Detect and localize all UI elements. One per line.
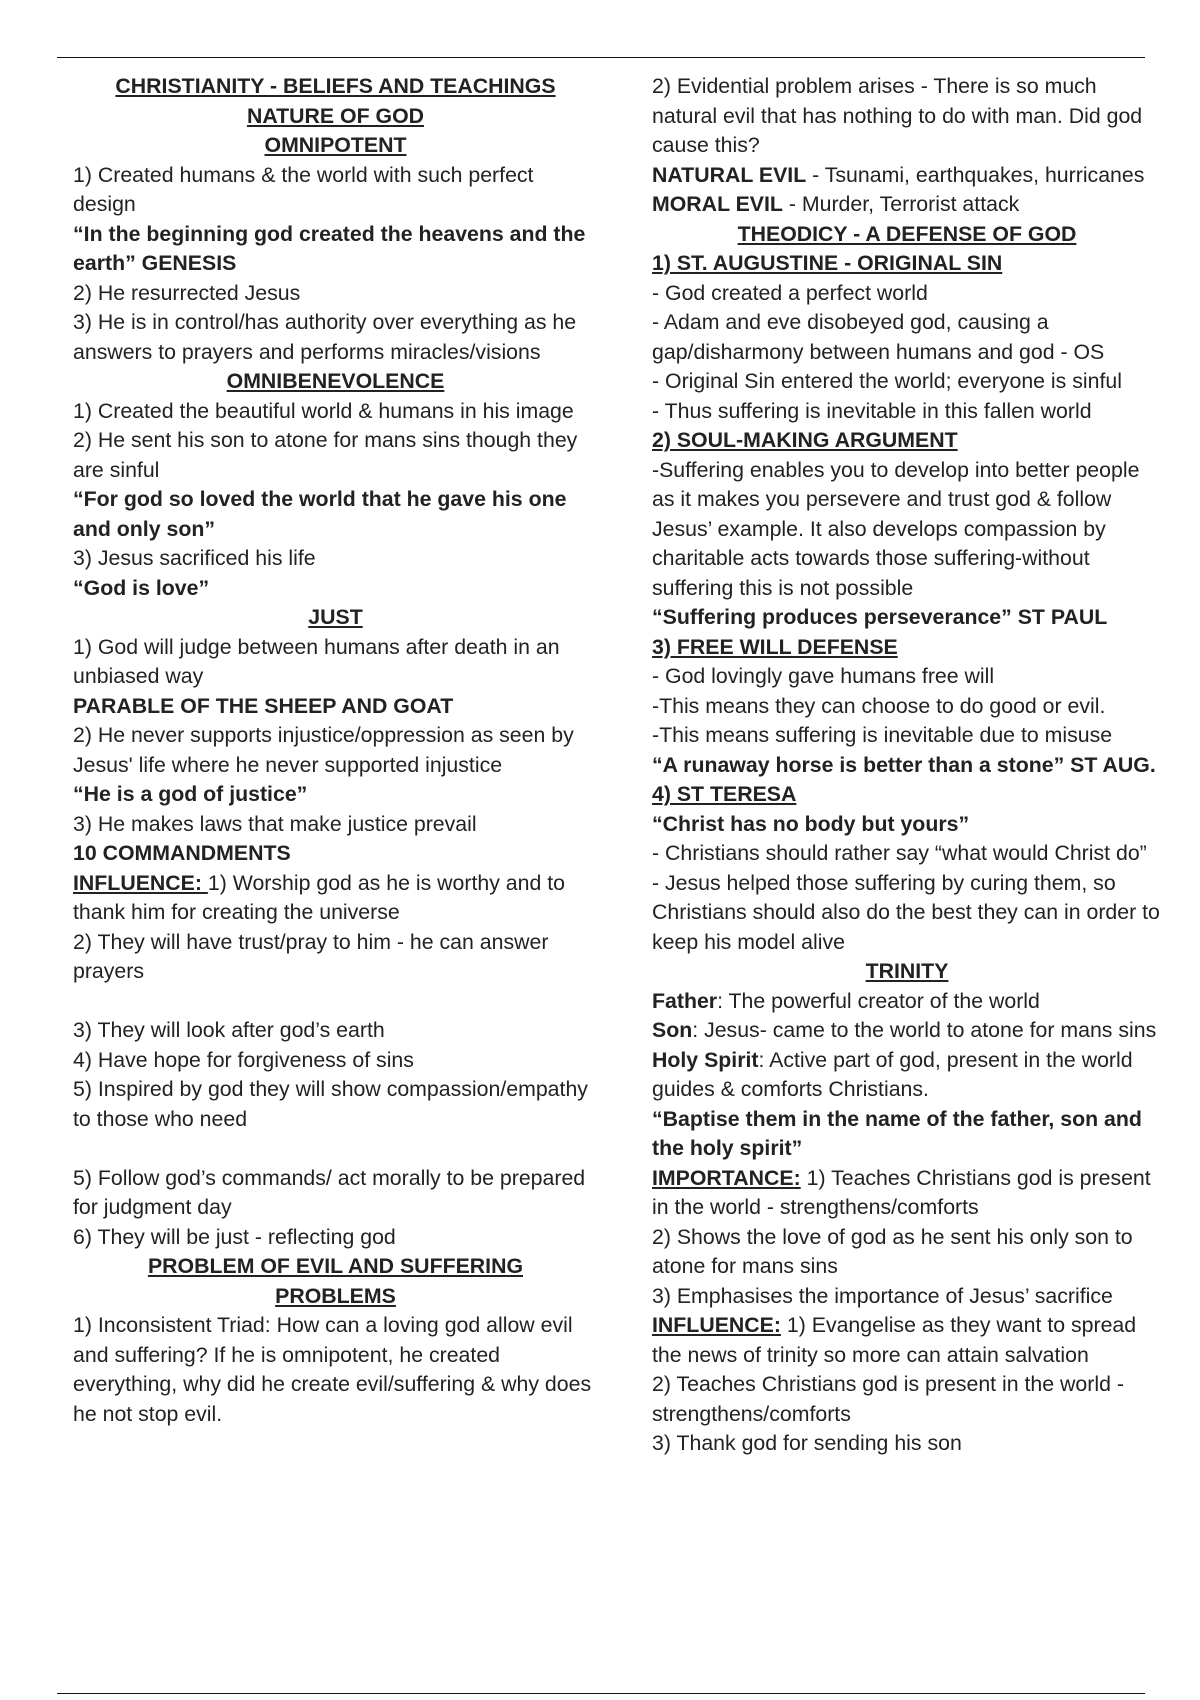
bold-statement: “In the beginning god created the heavens and the earth” GENESIS [73,221,586,275]
line-text: 1) Worship god as he is worthy and to thank him for creating the universe [73,870,565,924]
text-line: 5) Follow god’s commands/ act morally to be prepared for judgment day [73,1165,586,1219]
text-line: 4) Have hope for forgiveness of sins [73,1047,414,1072]
line-text: : Active part of god, present in the world guides & comforts Christians. [652,1047,1133,1101]
text-line: - Adam and eve disobeyed god, causing a gap/disharmony between humans and god - OS [652,310,1105,364]
section-heading: JUST [308,605,363,629]
bottom-rule [57,1693,1145,1694]
blank-line [73,987,598,1017]
text-line: - God lovingly gave humans free will [652,664,995,688]
line-text: : The powerful creator of the world [717,988,1040,1013]
line-label: MORAL EVIL [652,192,783,216]
labelled-line [652,1016,1162,1046]
text-line: 2) Teaches Christians god is present in the world - strengthens/comforts [652,1372,1124,1426]
text-line: 3) Thank god for sending his son [652,1431,962,1455]
labelled-line [652,1311,1162,1370]
section-heading: CHRISTIANITY - BELIEFS AND TEACHINGS [115,74,556,98]
labelled-line [652,190,1162,220]
section-heading: OMNIPOTENT [264,133,407,157]
section-heading: PROBLEMS [275,1283,396,1308]
labelled-line [652,1164,1162,1223]
text-line: -This means suffering is inevitable due to misuse [652,723,1113,747]
text-line: 1) Created the beautiful world & humans in his image [73,398,574,423]
section-heading: THEODICY - A DEFENSE OF GOD [737,221,1077,246]
bold-statement: “A runaway horse is better than a stone” ST AUG. [652,752,1156,777]
blank-line [73,1134,598,1164]
text-line: 1) Inconsistent Triad: How can a loving god allow evil and suffering? If he is omnipotent, he created everything, why did he create evil/suffering & why does he not stop evil. [73,1313,592,1426]
line-label: Son [652,1018,693,1042]
subsection-heading: 3) FREE WILL DEFENSE [652,634,898,659]
bold-statement: “Baptise them in the name of the father, son and the holy spirit” [652,1106,1142,1160]
text-line: 3) Emphasises the importance of Jesus’ sacrifice [652,1283,1113,1308]
text-line: 2) Evidential problem arises - There is so much natural evil that has nothing to do with man. Did god cause this? [652,74,1143,157]
text-line: 2) He resurrected Jesus [73,280,301,305]
section-heading: NATURE OF GOD [246,103,425,128]
text-line: -This means they can choose to do good or evil. [652,693,1106,718]
text-line: 3) They will look after god’s earth [73,1018,385,1042]
bold-statement: “For god so loved the world that he gave his one and only son” [73,487,567,541]
bold-statement: PARABLE OF THE SHEEP AND GOAT [73,693,454,718]
subsection-heading: 4) ST TERESA [652,782,797,806]
line-label: INFLUENCE: [652,1313,781,1337]
line-label: INFLUENCE: [73,870,208,895]
text-line: 2) They will have trust/pray to him - he can answer prayers [73,929,549,983]
labelled-line [73,869,598,928]
line-text: 1) Evangelise as they want to spread the news of trinity so more can attain salvation [652,1313,1137,1367]
text-line: 3) He is in control/has authority over everything as he answers to prayers and performs miracles/visions [73,310,577,364]
left-column [73,72,598,1429]
text-line: 5) Inspired by god they will show compassion/empathy to those who need [73,1077,588,1131]
line-text: - Murder, Terrorist attack [782,192,1020,216]
text-line: 2) Shows the love of god as he sent his only son to atone for mans sins [652,1224,1133,1278]
bold-statement: “Suffering produces perseverance” ST PAUL [652,605,1108,629]
text-line: 6) They will be just - reflecting god [73,1224,396,1249]
line-label: IMPORTANCE: [652,1165,801,1190]
text-line: - Jesus helped those suffering by curing them, so Christians should also do the best they can in order to keep his model alive [652,870,1160,954]
line-label: NATURAL EVIL [652,162,807,187]
subsection-heading: 2) SOUL-MAKING ARGUMENT [652,428,958,452]
labelled-line [652,1046,1162,1105]
line-label: Holy Spirit [652,1047,759,1072]
bold-statement: “God is love” [73,575,210,600]
text-line: - God created a perfect world [652,280,928,305]
text-line: 2) He never supports injustice/oppression as seen by Jesus' life where he never supported injustice [73,723,574,777]
labelled-line [652,161,1162,191]
subsection-heading: 1) ST. AUGUSTINE - ORIGINAL SIN [652,251,1003,275]
text-line: -Suffering enables you to develop into better people as it makes you persevere and trust god & follow Jesus’ example. It also develops compassion by charitable acts towards those suffering-without suffering this is not possible [652,457,1140,600]
line-label: Father [652,988,718,1013]
text-line: - Thus suffering is inevitable in this fallen world [652,398,1092,423]
text-line: 3) He makes laws that make justice prevail [73,811,477,836]
line-text: - Tsunami, earthquakes, hurricanes [806,162,1145,187]
text-line: 1) Created humans & the world with such perfect design [73,162,534,216]
text-line: 2) He sent his son to atone for mans sins though they are sinful [73,428,578,482]
text-line: 1) God will judge between humans after death in an unbiased way [73,634,560,688]
text-line: - Christians should rather say “what would Christ do” [652,841,1147,865]
text-line: 3) Jesus sacrificed his life [73,546,316,570]
right-column [652,72,1162,1459]
labelled-line [652,987,1162,1017]
bold-statement: “He is a god of justice” [73,782,308,806]
section-heading: TRINITY [865,959,949,983]
text-line: - Original Sin entered the world; everyone is sinful [652,369,1122,393]
line-text: 1) Teaches Christians god is present in the world - strengthens/comforts [652,1165,1151,1219]
bold-statement: 10 COMMANDMENTS [73,841,291,865]
section-heading: OMNIBENEVOLENCE [226,369,445,393]
line-text: : Jesus- came to the world to atone for mans sins [692,1018,1157,1042]
top-rule [57,57,1145,58]
section-heading: PROBLEM OF EVIL AND SUFFERING [147,1254,524,1278]
bold-statement: “Christ has no body but yours” [652,811,970,836]
